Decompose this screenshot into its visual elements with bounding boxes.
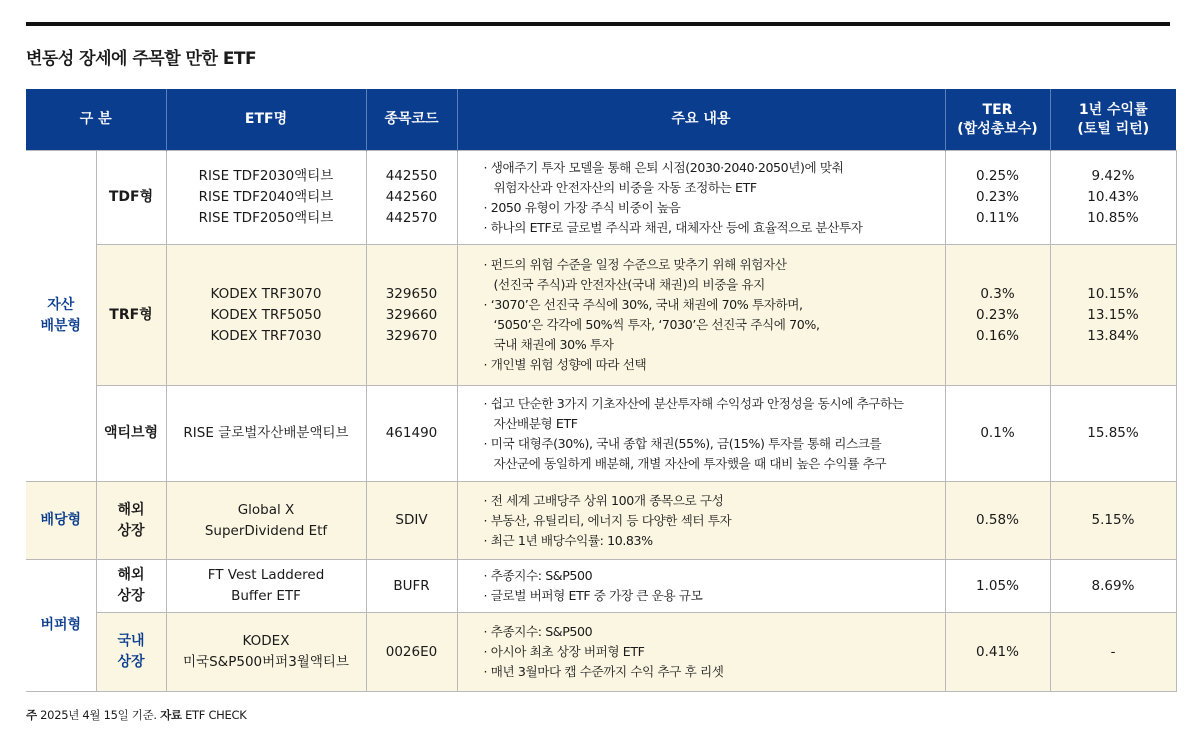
header-code: 종목코드	[366, 89, 457, 151]
return-value: 9.42%	[1091, 168, 1135, 184]
etf-name: RISE 글로벌자산배분액티브	[183, 425, 349, 441]
description-line: · 최근 1년 배당수익률: 10.83%	[483, 532, 653, 548]
header-ter	[945, 89, 1050, 151]
description-line: · 쉽고 단순한 3가지 기초자산에 분산투자해 수익성과 안정성을 동시에 추구하는	[483, 395, 904, 411]
table-row	[26, 613, 1176, 692]
page-title: 변동성 장세에 주목할 만한 ETF	[26, 49, 257, 69]
ter-value: 1.05%	[976, 577, 1019, 594]
return-value: 10.15%	[1087, 285, 1139, 302]
etf-name: KODEX TRF3070	[210, 285, 322, 302]
description-line: · ‘3070’은 선진국 주식에 30%, 국내 채권에 70% 투자하며,	[483, 297, 803, 312]
description-line: · 펀드의 위험 수준을 일정 수준으로 맞추기 위해 위험자산	[483, 257, 787, 272]
ter-value: 0.23%	[976, 189, 1019, 205]
group-buffer	[26, 560, 96, 692]
ter-value: 0.3%	[980, 285, 1015, 302]
etf-name: SuperDividend Etf	[204, 522, 328, 539]
description-line: 자산배분형 ETF	[493, 415, 578, 431]
return-value: 13.15%	[1087, 306, 1139, 323]
ticker-code: BUFR	[393, 577, 430, 594]
subcategory-label: TRF형	[109, 306, 153, 323]
ticker-code: 442550	[385, 168, 438, 184]
return-cell	[1050, 151, 1176, 245]
subcategory-label: 국내	[117, 633, 145, 649]
header-etf-name: ETF명	[166, 89, 366, 151]
etf-name: RISE TDF2050액티브	[198, 210, 334, 226]
table-row	[26, 560, 1176, 613]
return-value: 15.85%	[1087, 425, 1139, 441]
etf-name: RISE TDF2030액티브	[198, 168, 334, 184]
etf-name: 미국S&P500버퍼3월액티브	[183, 654, 349, 670]
ticker-code: 329670	[385, 327, 438, 344]
description-line: 자산군에 동일하게 배분해, 개별 자산에 투자했을 때 대비 높은 수익률 추구	[493, 455, 887, 471]
etf-name-cell	[166, 482, 366, 560]
table-row	[26, 482, 1176, 560]
ter-value: 0.16%	[976, 327, 1019, 344]
code-cell	[366, 151, 457, 245]
code-cell	[366, 386, 457, 482]
table-row	[26, 386, 1176, 482]
return-cell	[1050, 245, 1176, 386]
ter-cell	[945, 245, 1050, 386]
return-cell	[1050, 613, 1176, 692]
subcategory	[96, 482, 166, 560]
subcategory-label: 해외	[117, 567, 145, 583]
code-cell	[366, 560, 457, 613]
etf-name: KODEX	[242, 633, 290, 649]
description-line: · 하나의 ETF로 글로벌 주식과 채권, 대체자산 등에 효율적으로 분산투자	[483, 219, 863, 235]
return-cell	[1050, 386, 1176, 482]
table-row	[26, 151, 1176, 245]
etf-table	[26, 89, 1177, 692]
description-line: 국내 채권에 30% 투자	[493, 337, 614, 352]
return-value: 10.85%	[1087, 210, 1139, 226]
return-cell	[1050, 482, 1176, 560]
footnote-note-text: 2025년 4월 15일 기준.	[36, 708, 161, 722]
subcategory	[96, 560, 166, 613]
ter-value: 0.25%	[976, 168, 1019, 184]
ticker-code: 442570	[385, 210, 438, 226]
return-cell	[1050, 560, 1176, 613]
description-line: ‘5050’은 각각에 50%씩 투자, ‘7030’은 선진국 주식에 70%,	[493, 317, 820, 332]
description-line: · 전 세계 고배당주 상위 100개 종목으로 구성	[483, 492, 724, 508]
description-line: · 생애주기 투자 모델을 통해 은퇴 시점(2030·2040·2050년)에 맞춰	[483, 159, 844, 175]
return-value: -	[1110, 643, 1116, 660]
top-rule	[26, 22, 1170, 26]
header-ter-line1: TER	[982, 101, 1013, 118]
header-return-line2: (토털 리턴)	[1077, 120, 1150, 137]
group-label-line: 배분형	[40, 318, 82, 334]
etf-name: KODEX TRF7030	[210, 327, 322, 344]
description-line: · 추종지수: S&P500	[483, 624, 593, 639]
ter-value: 0.23%	[976, 306, 1019, 323]
subcategory-label: 상장	[117, 588, 145, 604]
footnote-note-label: 주	[26, 708, 37, 722]
description-line: · 2050 유형이 가장 주식 비중이 높음	[483, 199, 681, 215]
subcategory	[96, 151, 166, 245]
description-cell	[457, 245, 945, 386]
description-cell	[457, 560, 945, 613]
header-row	[26, 89, 1176, 151]
ter-cell	[945, 613, 1050, 692]
code-cell	[366, 613, 457, 692]
etf-name: KODEX TRF5050	[210, 306, 322, 323]
header-return-line1: 1년 수익률	[1078, 101, 1148, 118]
etf-name: RISE TDF2040액티브	[198, 189, 334, 205]
subcategory	[96, 245, 166, 386]
header-category: 구 분	[26, 89, 166, 151]
ter-cell	[945, 560, 1050, 613]
ter-cell	[945, 151, 1050, 245]
header-return	[1050, 89, 1176, 151]
group-dividend	[26, 482, 96, 560]
header-ter-line2: (합성총보수)	[957, 120, 1038, 137]
subcategory-label: 상장	[117, 654, 145, 670]
description-line: 위험자산과 안전자산의 비중을 자동 조정하는 ETF	[493, 179, 757, 195]
return-value: 13.84%	[1087, 327, 1139, 344]
footnote	[26, 707, 246, 723]
code-cell	[366, 482, 457, 560]
ticker-code: 329660	[385, 306, 438, 323]
header-content: 주요 내용	[457, 89, 945, 151]
subcategory-label: 해외	[117, 501, 145, 518]
ter-value: 0.1%	[980, 425, 1015, 441]
etf-name-cell	[166, 151, 366, 245]
ter-value: 0.58%	[976, 512, 1019, 528]
group-asset-allocation	[26, 151, 96, 482]
subcategory-label: 상장	[117, 522, 145, 539]
subcategory	[96, 613, 166, 692]
etf-name: FT Vest Laddered	[207, 567, 325, 583]
description-cell	[457, 613, 945, 692]
description-line: · 추종지수: S&P500	[483, 568, 593, 583]
ter-value: 0.41%	[976, 643, 1019, 660]
etf-name-cell	[166, 386, 366, 482]
return-value: 8.69%	[1091, 577, 1135, 594]
subcategory-label: 액티브형	[103, 425, 159, 441]
etf-name-cell	[166, 613, 366, 692]
subcategory-label: TDF형	[108, 189, 154, 205]
return-value: 5.15%	[1091, 512, 1135, 528]
ticker-code: 461490	[385, 425, 438, 441]
description-cell	[457, 151, 945, 245]
ticker-code: 0026E0	[385, 643, 438, 660]
description-line: · 매년 3월마다 캡 수준까지 수익 추구 후 리셋	[483, 664, 724, 679]
footnote-source-label: 자료	[160, 708, 182, 722]
footnote-source-text: ETF CHECK	[181, 708, 247, 722]
description-line: · 개인별 위험 성향에 따라 선택	[483, 357, 647, 372]
ticker-code: 442560	[385, 189, 438, 205]
group-label-line: 버퍼형	[40, 617, 82, 633]
code-cell	[366, 245, 457, 386]
description-cell	[457, 482, 945, 560]
etf-name-cell	[166, 560, 366, 613]
ticker-code: 329650	[385, 285, 438, 302]
group-label-line: 자산	[47, 297, 75, 313]
return-value: 10.43%	[1087, 189, 1139, 205]
etf-name: Buffer ETF	[231, 588, 301, 604]
etf-name: Global X	[237, 501, 295, 518]
description-cell	[457, 386, 945, 482]
subcategory	[96, 386, 166, 482]
etf-name-cell	[166, 245, 366, 386]
ter-cell	[945, 386, 1050, 482]
ter-cell	[945, 482, 1050, 560]
ter-value: 0.11%	[976, 210, 1019, 226]
description-line: · 글로벌 버퍼형 ETF 중 가장 큰 운용 규모	[483, 588, 703, 603]
description-line: · 부동산, 유틸리티, 에너지 등 다양한 섹터 투자	[483, 512, 732, 528]
description-line: · 아시아 최초 상장 버퍼형 ETF	[483, 644, 645, 659]
group-label-line: 배당형	[40, 512, 82, 528]
table-row	[26, 245, 1176, 386]
description-line: (선진국 주식)과 안전자산(국내 채권)의 비중을 유지	[493, 277, 765, 292]
ticker-code: SDIV	[395, 512, 428, 528]
description-line: · 미국 대형주(30%), 국내 종합 채권(55%), 금(15%) 투자를 통해 리스크를	[483, 435, 882, 451]
